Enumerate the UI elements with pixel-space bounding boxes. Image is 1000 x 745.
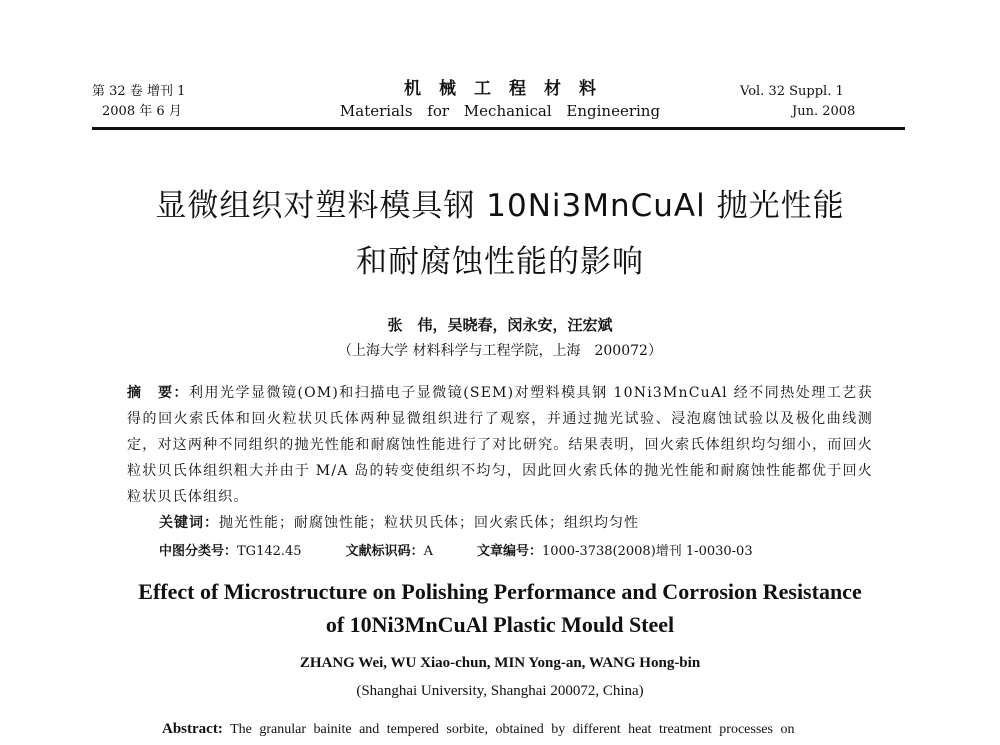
header-right	[740, 82, 890, 122]
abstract-cn	[127, 380, 873, 510]
header-center	[300, 78, 700, 122]
date-en: Jun. 2008	[792, 104, 856, 119]
keywords-cn	[159, 512, 879, 534]
authors-en: ZHANG Wei, WU Xiao-chun, MIN Yong-an, WANG Hong-bin	[299, 655, 701, 671]
title-en	[80, 575, 920, 641]
doc-code-value: A	[423, 544, 433, 559]
classification-line	[159, 541, 879, 563]
header-rule	[92, 127, 905, 130]
volume-cn: 第 32 卷 增刊 1	[92, 84, 186, 99]
title-cn	[80, 178, 920, 290]
abstract-en-label: Abstract:	[162, 721, 223, 737]
volume-en: Vol. 32 Suppl. 1	[740, 84, 844, 99]
abstract-cn-text: 利用光学显微镜(OM)和扫描电子显微镜(SEM)对塑料模具钢 10Ni3MnCuAl 经不同热处理工艺获得的回火索氏体和回火粒状贝氏体两种显微组织进行了观察，并通过抛光试验、浸泡腐蚀试验以及极化曲线测定，对这两种不同组织的抛光性能和耐腐蚀性能进行了对比研究。结果表明，回火索氏体组织均匀细小，而回火粒状贝氏体组织粗大并由于 M/A 岛的转变使组织不均匀，因此回火索氏体的抛光性能和耐腐蚀性能都优于回火粒状贝氏体组织。	[127, 385, 873, 505]
keywords-cn-label: 关键词：	[159, 515, 219, 531]
authors-cn: 张 伟，吴晓春，闵永安，汪宏斌	[387, 316, 613, 334]
title-en-line2: of 10Ni3MnCuAl Plastic Mould Steel	[325, 612, 675, 637]
title-cn-line2: 和耐腐蚀性能的影响	[356, 244, 644, 280]
abstract-en	[162, 717, 882, 742]
affiliation-cn: （上海大学 材料科学与工程学院，上海 200072）	[338, 343, 662, 359]
article-no-value: 1000-3738(2008)增刊 1-0030-03	[541, 544, 753, 559]
header-left	[92, 82, 272, 122]
date-cn: 2008 年 6 月	[102, 104, 182, 119]
affiliation-en: (Shanghai University, Shanghai 200072, China)	[356, 683, 644, 699]
journal-name-cn: 机械工程材料	[404, 79, 614, 99]
article-no-label: 文章编号：	[476, 544, 542, 559]
abstract-cn-label: 摘 要：	[127, 385, 189, 401]
clc-label: 中图分类号：	[159, 544, 238, 559]
title-cn-line1: 显微组织对塑料模具钢 10Ni3MnCuAl 抛光性能	[155, 188, 845, 224]
keywords-cn-text: 抛光性能；耐腐蚀性能；粒状贝氏体；回火索氏体；组织均匀性	[219, 515, 639, 531]
journal-name-en: Materials for Mechanical Engineering	[339, 102, 661, 120]
abstract-en-text: The granular bainite and tempered sorbite, obtained by different heat treatment processes on	[230, 722, 795, 737]
title-en-line1: Effect of Microstructure on Polishing Performance and Corrosion Resistance	[138, 579, 862, 604]
clc-value: TG142.45	[237, 544, 302, 559]
doc-code-label: 文献标识码：	[345, 544, 424, 559]
